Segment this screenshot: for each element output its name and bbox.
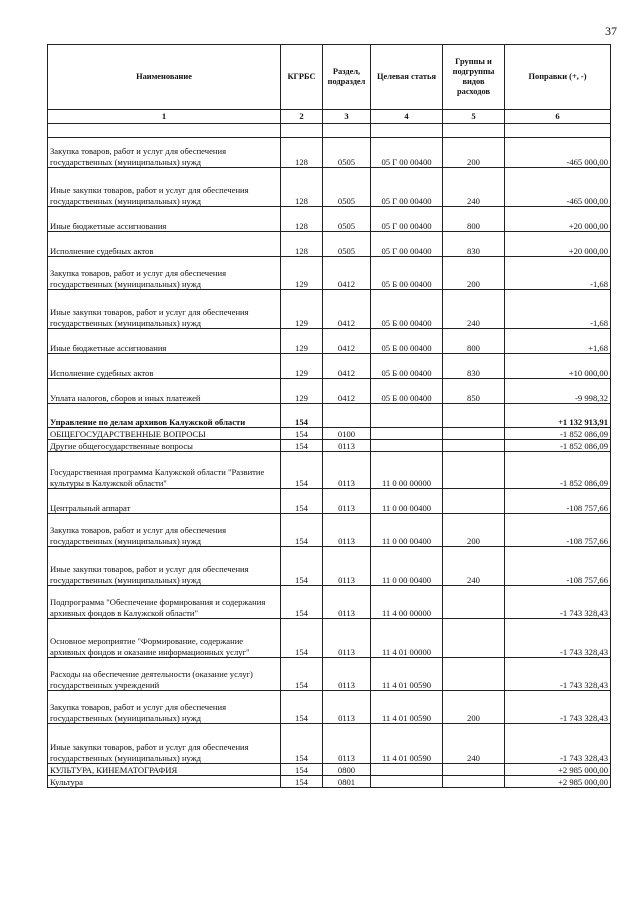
- row-amount: +1,68: [505, 329, 611, 354]
- table-row: [48, 514, 611, 547]
- row-kgrbs: 154: [281, 724, 323, 764]
- row-group: 850: [443, 379, 505, 404]
- row-kgrbs: 154: [281, 404, 323, 428]
- row-amount: -465 000,00: [505, 168, 611, 207]
- row-amount: -9 998,32: [505, 379, 611, 404]
- row-target: 11 0 00 00000: [371, 452, 443, 489]
- row-amount: +2 985 000,00: [505, 764, 611, 776]
- row-kgrbs: 154: [281, 547, 323, 586]
- row-name: Иные закупки товаров, работ и услуг для обеспечения государственных (муниципальных) нужд: [48, 290, 281, 329]
- table-row: [48, 764, 611, 776]
- row-amount: -1 852 086,09: [505, 428, 611, 440]
- row-kgrbs: 128: [281, 168, 323, 207]
- row-name: Центральный аппарат: [48, 489, 281, 514]
- row-amount: -1,68: [505, 290, 611, 329]
- row-target: 05 Б 00 00400: [371, 354, 443, 379]
- row-kgrbs: 128: [281, 138, 323, 168]
- row-group: [443, 452, 505, 489]
- row-name: Расходы на обеспечение деятельности (оказание услуг) государственных учреждений: [48, 658, 281, 691]
- row-amount: -1 743 328,43: [505, 691, 611, 724]
- table-row: [48, 329, 611, 354]
- row-target: 11 4 01 00590: [371, 724, 443, 764]
- row-target: [371, 776, 443, 788]
- column-number: 2: [281, 110, 323, 124]
- row-name: Основное мероприятие "Формирование, содержание архивных фондов и оказание информационных услуг": [48, 619, 281, 658]
- row-target: 05 Б 00 00400: [371, 329, 443, 354]
- row-target: 11 0 00 00400: [371, 547, 443, 586]
- row-target: 05 Г 00 00400: [371, 138, 443, 168]
- table-row: [48, 290, 611, 329]
- row-section: 0100: [323, 428, 371, 440]
- table-row: [48, 232, 611, 257]
- table-row: [48, 547, 611, 586]
- row-section: 0113: [323, 489, 371, 514]
- table-row: [48, 168, 611, 207]
- column-number: 4: [371, 110, 443, 124]
- row-target: 05 Г 00 00400: [371, 232, 443, 257]
- row-kgrbs: 129: [281, 379, 323, 404]
- column-number: 3: [323, 110, 371, 124]
- row-name: Иные закупки товаров, работ и услуг для обеспечения государственных (муниципальных) нужд: [48, 724, 281, 764]
- row-amount: -1 743 328,43: [505, 619, 611, 658]
- row-section: 0801: [323, 776, 371, 788]
- row-section: 0113: [323, 658, 371, 691]
- row-kgrbs: 154: [281, 776, 323, 788]
- row-group: 240: [443, 168, 505, 207]
- row-group: 240: [443, 724, 505, 764]
- row-amount: -1 743 328,43: [505, 724, 611, 764]
- row-group: [443, 586, 505, 619]
- row-section: 0113: [323, 691, 371, 724]
- table-row: [48, 724, 611, 764]
- row-section: 0412: [323, 354, 371, 379]
- row-amount: +2 985 000,00: [505, 776, 611, 788]
- row-section: 0505: [323, 232, 371, 257]
- row-amount: -108 757,66: [505, 489, 611, 514]
- spacer-row: [48, 124, 611, 138]
- table-row: [48, 658, 611, 691]
- column-number: 1: [48, 110, 281, 124]
- row-name: Уплата налогов, сборов и иных платежей: [48, 379, 281, 404]
- table-row: [48, 619, 611, 658]
- row-group: 800: [443, 329, 505, 354]
- row-target: 05 Б 00 00400: [371, 290, 443, 329]
- column-number-row: [48, 110, 611, 124]
- row-group: 200: [443, 514, 505, 547]
- row-section: 0113: [323, 586, 371, 619]
- table-row: [48, 404, 611, 428]
- table-row: [48, 489, 611, 514]
- row-group: [443, 776, 505, 788]
- row-group: 200: [443, 138, 505, 168]
- table-row: [48, 776, 611, 788]
- row-group: 800: [443, 207, 505, 232]
- table-row: [48, 354, 611, 379]
- row-section: 0113: [323, 440, 371, 452]
- column-number: 5: [443, 110, 505, 124]
- row-target: 11 4 01 00590: [371, 658, 443, 691]
- header-kgrbs: КГРБС: [281, 45, 323, 110]
- row-name: Закупка товаров, работ и услуг для обеспечения государственных (муниципальных) нужд: [48, 514, 281, 547]
- row-name: Закупка товаров, работ и услуг для обеспечения государственных (муниципальных) нужд: [48, 691, 281, 724]
- row-section: 0113: [323, 452, 371, 489]
- table-row: [48, 691, 611, 724]
- table-row: [48, 586, 611, 619]
- row-amount: -1 852 086,09: [505, 452, 611, 489]
- header-groups: Группы и подгруппы видов расходов: [443, 45, 505, 110]
- row-kgrbs: 129: [281, 354, 323, 379]
- row-section: 0113: [323, 724, 371, 764]
- row-group: [443, 764, 505, 776]
- page-number: 37: [605, 24, 617, 38]
- row-target: [371, 764, 443, 776]
- row-name: Иные закупки товаров, работ и услуг для обеспечения государственных (муниципальных) нужд: [48, 168, 281, 207]
- row-section: 0412: [323, 329, 371, 354]
- row-name: Исполнение судебных актов: [48, 232, 281, 257]
- row-name: Иные закупки товаров, работ и услуг для обеспечения государственных (муниципальных) нужд: [48, 547, 281, 586]
- row-group: 200: [443, 691, 505, 724]
- row-section: 0412: [323, 257, 371, 290]
- row-name: ОБЩЕГОСУДАРСТВЕННЫЕ ВОПРОСЫ: [48, 428, 281, 440]
- row-group: [443, 658, 505, 691]
- header-name: Наименование: [48, 45, 281, 110]
- row-section: 0800: [323, 764, 371, 776]
- row-kgrbs: 154: [281, 658, 323, 691]
- row-kgrbs: 128: [281, 232, 323, 257]
- row-kgrbs: 154: [281, 514, 323, 547]
- row-section: 0113: [323, 619, 371, 658]
- row-kgrbs: 154: [281, 764, 323, 776]
- row-amount: -108 757,66: [505, 514, 611, 547]
- row-section: 0505: [323, 168, 371, 207]
- row-group: [443, 404, 505, 428]
- row-section: 0113: [323, 514, 371, 547]
- row-amount: -1 743 328,43: [505, 658, 611, 691]
- row-target: 11 4 01 00000: [371, 619, 443, 658]
- row-amount: +20 000,00: [505, 232, 611, 257]
- row-group: 240: [443, 290, 505, 329]
- row-amount: +1 132 913,91: [505, 404, 611, 428]
- row-kgrbs: 154: [281, 489, 323, 514]
- row-group: 830: [443, 232, 505, 257]
- row-amount: -465 000,00: [505, 138, 611, 168]
- budget-amendments-table: [47, 44, 611, 788]
- row-section: 0505: [323, 138, 371, 168]
- row-group: 200: [443, 257, 505, 290]
- row-group: [443, 440, 505, 452]
- row-section: 0412: [323, 379, 371, 404]
- table-header-row: [48, 45, 611, 110]
- row-group: [443, 619, 505, 658]
- row-name: Подпрограмма "Обеспечение формирования и содержания архивных фондов в Калужской области": [48, 586, 281, 619]
- row-target: 05 Г 00 00400: [371, 168, 443, 207]
- column-number: 6: [505, 110, 611, 124]
- row-amount: -1 852 086,09: [505, 440, 611, 452]
- row-name: Государственная программа Калужской области "Развитие культуры в Калужской области": [48, 452, 281, 489]
- row-name: Культура: [48, 776, 281, 788]
- row-section: 0412: [323, 290, 371, 329]
- header-amendments: Поправки (+, -): [505, 45, 611, 110]
- row-group: [443, 489, 505, 514]
- row-target: 11 0 00 00400: [371, 489, 443, 514]
- table-row: [48, 207, 611, 232]
- row-amount: +10 000,00: [505, 354, 611, 379]
- row-target: [371, 404, 443, 428]
- row-kgrbs: 154: [281, 440, 323, 452]
- row-section: [323, 404, 371, 428]
- row-name: КУЛЬТУРА, КИНЕМАТОГРАФИЯ: [48, 764, 281, 776]
- row-amount: -1 743 328,43: [505, 586, 611, 619]
- table-row: [48, 257, 611, 290]
- row-kgrbs: 154: [281, 452, 323, 489]
- row-kgrbs: 128: [281, 207, 323, 232]
- row-target: 05 Б 00 00400: [371, 379, 443, 404]
- row-target: 05 Б 00 00400: [371, 257, 443, 290]
- row-target: 11 4 00 00000: [371, 586, 443, 619]
- table-row: [48, 452, 611, 489]
- row-kgrbs: 129: [281, 257, 323, 290]
- row-target: 05 Г 00 00400: [371, 207, 443, 232]
- row-kgrbs: 154: [281, 619, 323, 658]
- row-group: 830: [443, 354, 505, 379]
- header-section: Раздел, подраздел: [323, 45, 371, 110]
- row-name: Другие общегосударственные вопросы: [48, 440, 281, 452]
- row-name: Иные бюджетные ассигнования: [48, 207, 281, 232]
- table-row: [48, 440, 611, 452]
- row-amount: +20 000,00: [505, 207, 611, 232]
- table-row: [48, 138, 611, 168]
- row-target: [371, 428, 443, 440]
- row-target: 11 4 01 00590: [371, 691, 443, 724]
- row-kgrbs: 154: [281, 691, 323, 724]
- row-target: 11 0 00 00400: [371, 514, 443, 547]
- row-kgrbs: 154: [281, 428, 323, 440]
- row-name: Управление по делам архивов Калужской области: [48, 404, 281, 428]
- row-group: 240: [443, 547, 505, 586]
- row-section: 0113: [323, 547, 371, 586]
- table-row: [48, 428, 611, 440]
- row-kgrbs: 154: [281, 586, 323, 619]
- row-name: Иные бюджетные ассигнования: [48, 329, 281, 354]
- row-kgrbs: 129: [281, 329, 323, 354]
- row-group: [443, 428, 505, 440]
- row-target: [371, 440, 443, 452]
- table-row: [48, 379, 611, 404]
- row-name: Закупка товаров, работ и услуг для обеспечения государственных (муниципальных) нужд: [48, 138, 281, 168]
- row-amount: -108 757,66: [505, 547, 611, 586]
- header-target: Целевая статья: [371, 45, 443, 110]
- row-name: Исполнение судебных актов: [48, 354, 281, 379]
- row-amount: -1,68: [505, 257, 611, 290]
- row-kgrbs: 129: [281, 290, 323, 329]
- row-name: Закупка товаров, работ и услуг для обеспечения государственных (муниципальных) нужд: [48, 257, 281, 290]
- row-section: 0505: [323, 207, 371, 232]
